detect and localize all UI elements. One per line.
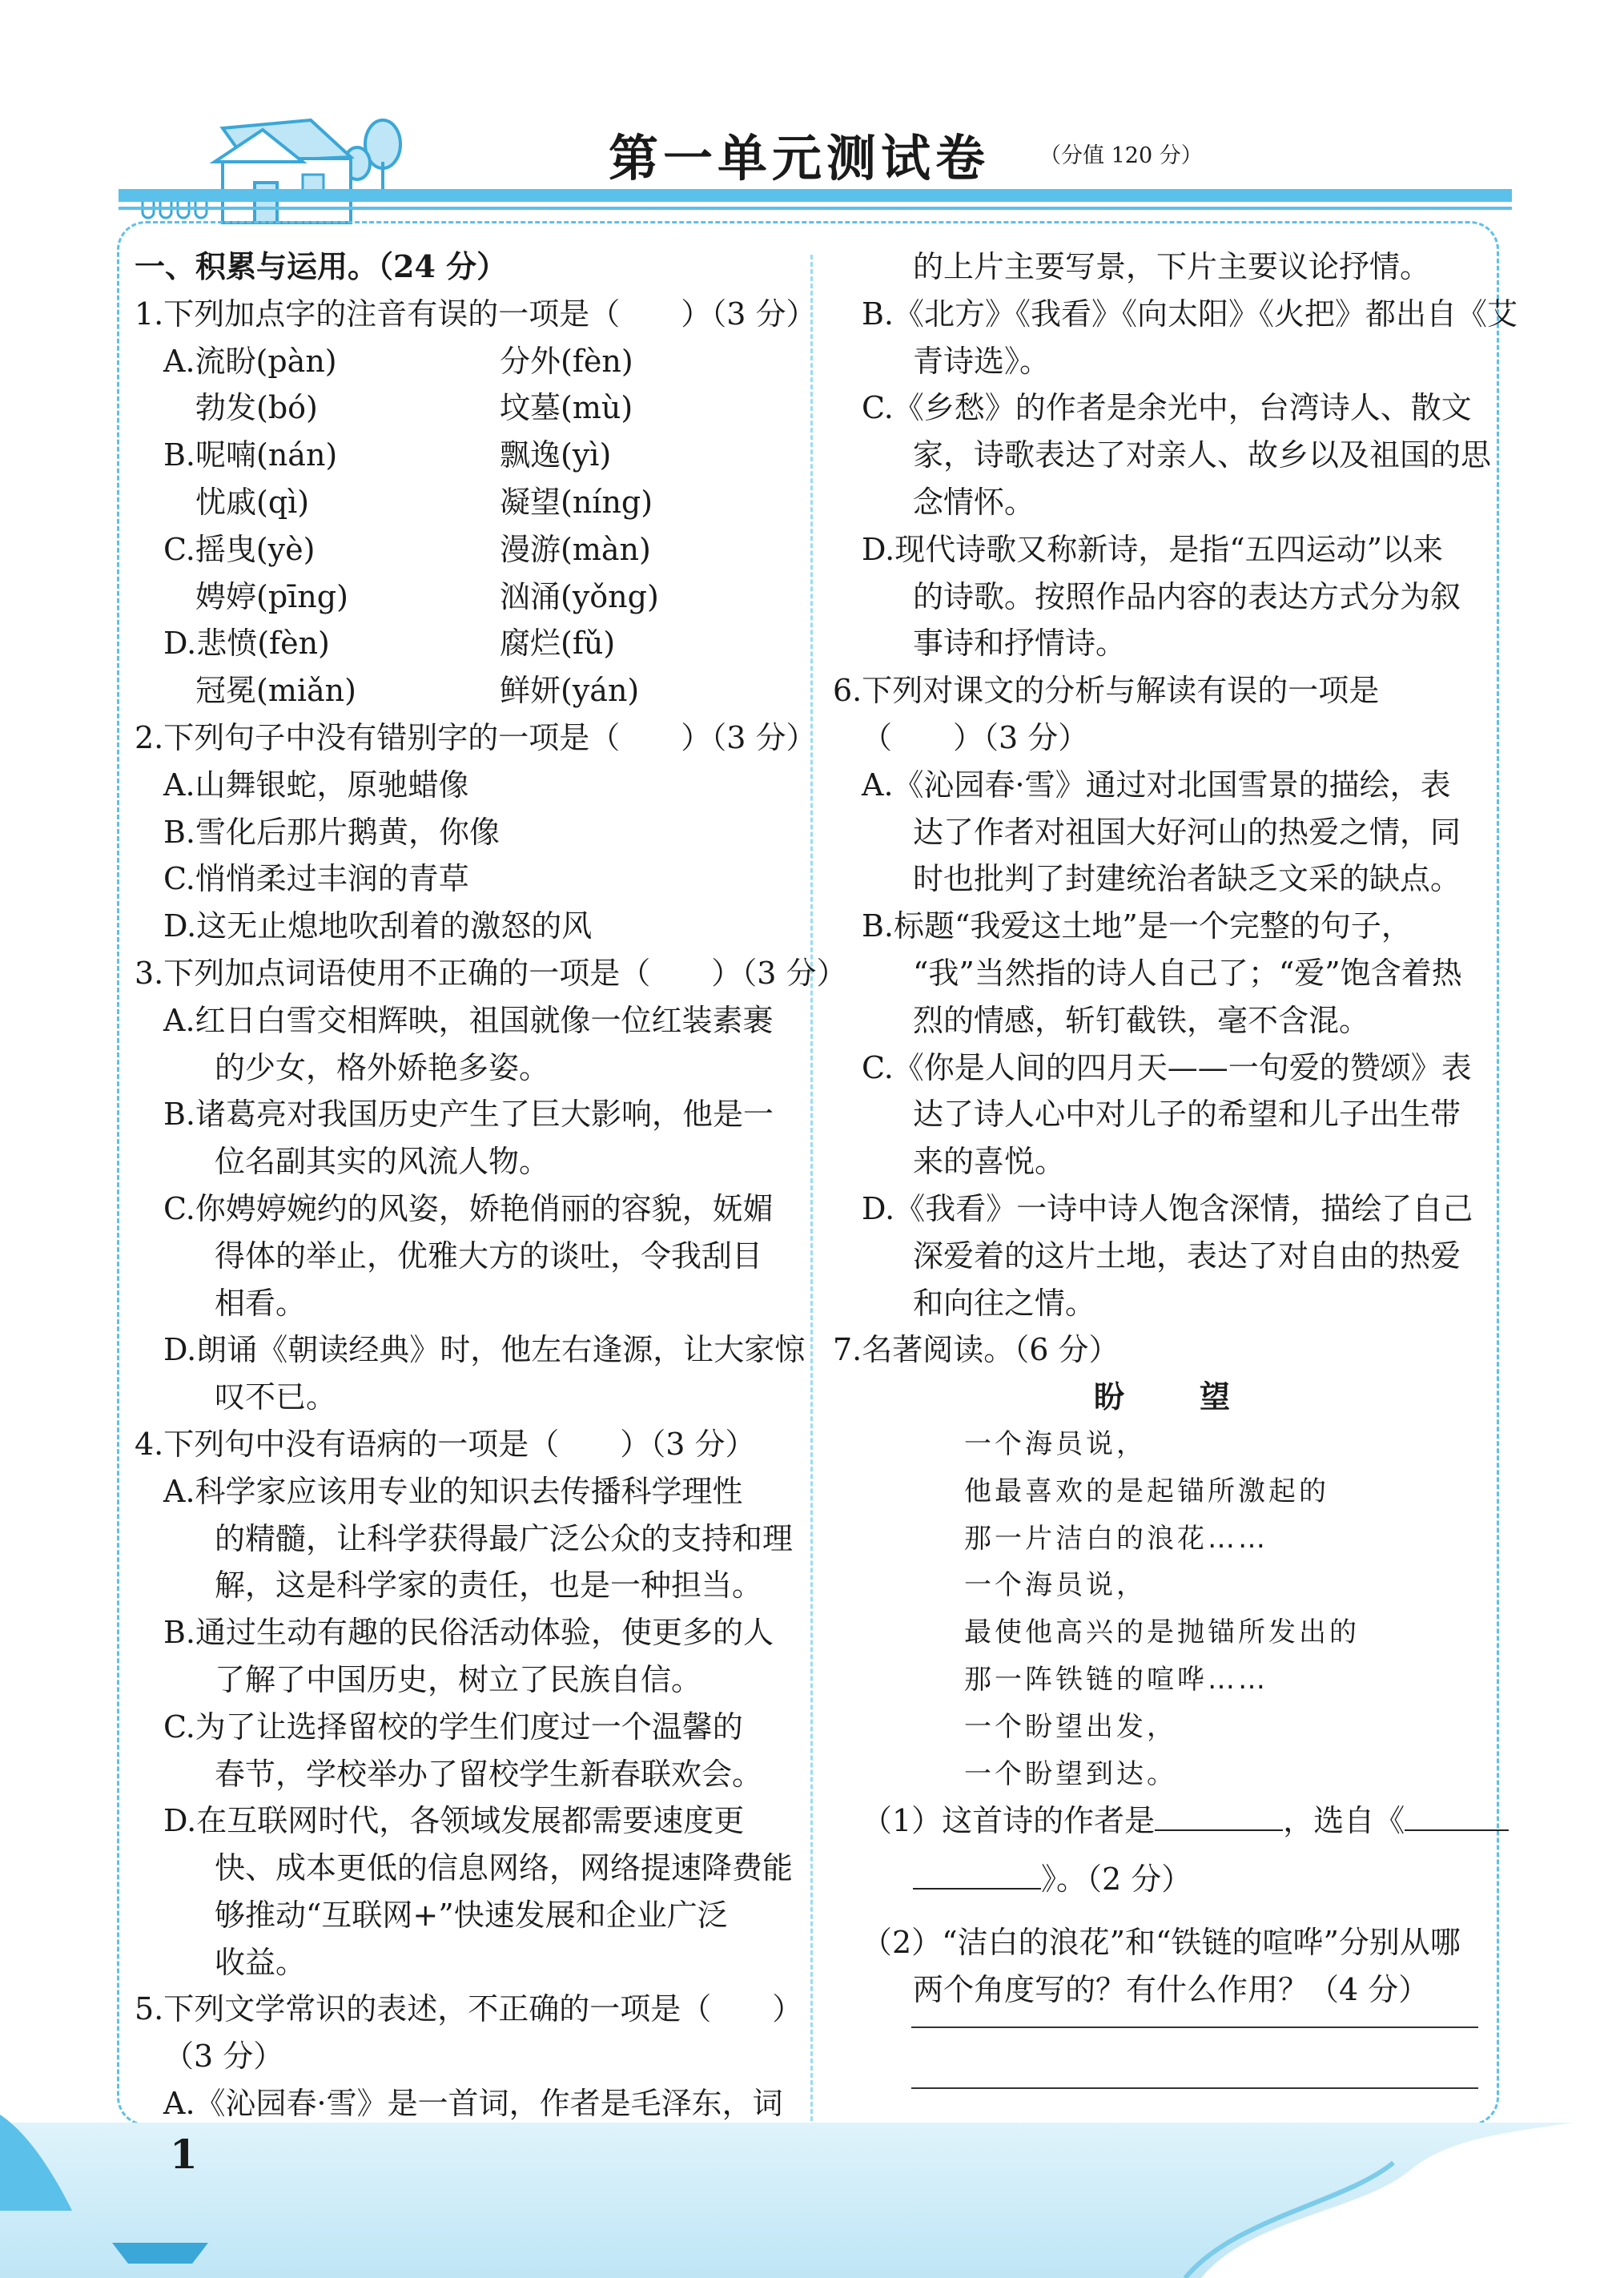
option-d: D.这无止熄地吹刮着的激怒的风 xyxy=(163,908,593,944)
option-a: A.科学家应该用专业的知识去传播科学理性 xyxy=(163,1473,743,1509)
question-6-score: （ ）（3 分） xyxy=(862,719,1089,755)
option-text: 得体的举止，优雅大方的谈吐，令我刮目 xyxy=(215,1238,763,1274)
question-1: 1.下列加点字的注音有误的一项是（ ）（3 分） xyxy=(135,296,817,332)
poem-line: 最使他高兴的是抛锚所发出的 xyxy=(964,1616,1360,1649)
option-c: C.《你是人间的四月天——一句爱的赞颂》表 xyxy=(862,1049,1472,1085)
option-row: 冠冕(miǎn) 鲜妍(yán) xyxy=(195,673,640,709)
option-c: C.你娉婷婉约的风姿，娇艳俏丽的容貌，妩媚 xyxy=(163,1190,774,1226)
option-text: 叹不已。 xyxy=(215,1379,337,1415)
source-blank[interactable] xyxy=(1405,1802,1509,1831)
header-underline xyxy=(119,207,1512,210)
option-text: 的少女，格外娇艳多姿。 xyxy=(215,1049,550,1085)
option-a: A.红日白雪交相辉映，祖国就像一位红装素裹 xyxy=(163,1002,774,1038)
option-c: C.《乡愁》的作者是余光中，台湾诗人、散文 xyxy=(862,390,1472,426)
poem-line: 一个盼望出发， xyxy=(964,1710,1177,1743)
page-title: 第一单元测试卷 xyxy=(609,129,991,187)
option-b: B.雪化后那片鹅黄，你像 xyxy=(163,814,500,850)
option-text: 够推动“互联网+”快速发展和企业广泛 xyxy=(215,1897,728,1933)
option-text: 的上片主要写景，下片主要议论抒情。 xyxy=(913,249,1431,284)
header-bar xyxy=(119,189,1512,202)
option-text: 青诗选》。 xyxy=(913,343,1051,379)
option-text: 家，诗歌表达了对亲人、故乡以及祖国的思 xyxy=(913,437,1492,473)
option-d: D.《我看》一诗中诗人饱含深情，描绘了自己 xyxy=(862,1190,1473,1226)
option-d: D.现代诗歌又称新诗，是指“五四运动”以来 xyxy=(862,531,1444,567)
option-b: B.通过生动有趣的民俗活动体验，使更多的人 xyxy=(163,1615,774,1651)
question-5: 5.下列文学常识的表述，不正确的一项是（ ） xyxy=(135,1991,803,2027)
page-number: 1 xyxy=(170,2131,198,2178)
option-d: D.在互联网时代，各领域发展都需要速度更 xyxy=(163,1803,745,1839)
option-d: D.朗诵《朝读经典》时，他左右逢源，让大家惊 xyxy=(163,1332,806,1368)
question-7: 7.名著阅读。（6 分） xyxy=(833,1332,1120,1368)
option-b: B.诸葛亮对我国历史产生了巨大影响，他是一 xyxy=(163,1097,774,1133)
poem-line: 一个盼望到达。 xyxy=(964,1757,1177,1790)
option-c: C.悄悄柔过丰润的青草 xyxy=(163,861,469,897)
wave-decoration-icon xyxy=(0,2099,1624,2278)
question-5-score: （3 分） xyxy=(163,2039,284,2075)
author-blank[interactable] xyxy=(1155,1802,1283,1831)
option-text: 解，这是科学家的责任，也是一种担当。 xyxy=(215,1568,763,1604)
option-text: 的诗歌。按照作品内容的表达方式分为叙 xyxy=(913,578,1461,614)
column-divider xyxy=(810,255,813,2121)
option-text: 事诗和抒情诗。 xyxy=(913,626,1127,662)
option-text: 春节，学校举办了留校学生新春联欢会。 xyxy=(215,1756,763,1792)
option-b: B.《北方》《我看》《向太阳》《火把》都出自《艾 xyxy=(862,296,1518,332)
option-text: 来的喜悦。 xyxy=(913,1144,1066,1180)
right-column xyxy=(833,243,1518,2013)
poem-line: 他最喜欢的是起锚所激起的 xyxy=(964,1475,1329,1507)
option-row: D.悲愤(fèn) 腐烂(fǔ) xyxy=(163,626,616,662)
option-text: 达了作者对祖国大好河山的热爱之情，同 xyxy=(913,814,1461,850)
option-text: 念情怀。 xyxy=(913,484,1035,520)
option-a: A.《沁园春·雪》通过对北国雪景的描绘，表 xyxy=(862,767,1451,803)
sub-question-2: （2）“洁白的浪花”和“铁链的喧哗”分别从哪 xyxy=(862,1924,1461,1960)
option-text: “我”当然指的诗人自己了；“爱”饱含着热 xyxy=(913,955,1462,991)
question-6: 6.下列对课文的分析与解读有误的一项是 xyxy=(833,673,1380,709)
option-text: 和向往之情。 xyxy=(913,1285,1096,1321)
option-text: 的精髓，让科学获得最广泛公众的支持和理 xyxy=(215,1520,794,1556)
score-value: （分值 120 分） xyxy=(1039,143,1203,168)
answer-line-2[interactable] xyxy=(911,2087,1478,2089)
option-a: A.山舞银蛇，原驰蜡像 xyxy=(163,767,469,803)
option-row: 忧戚(qì) 凝望(níng) xyxy=(195,484,653,520)
sub-question-2-cont: 两个角度写的？有什么作用？（4 分） xyxy=(913,1971,1429,2007)
question-2: 2.下列句子中没有错别字的一项是（ ）（3 分） xyxy=(135,719,817,755)
poem-line: 一个海员说， xyxy=(964,1427,1147,1460)
question-3: 3.下列加点词语使用不正确的一项是（ ）（3 分） xyxy=(135,955,847,991)
option-b: B.标题“我爱这土地”是一个完整的句子， xyxy=(862,908,1412,944)
option-row: C.摇曳(yè) 漫游(màn) xyxy=(163,531,651,567)
option-text: 时也批判了封建统治者缺乏文采的缺点。 xyxy=(913,861,1461,897)
option-row: 勃发(bó) 坟墓(mù) xyxy=(195,390,633,426)
option-text: 快、成本更低的信息网络，网络提速降费能 xyxy=(215,1850,794,1886)
option-text: 了解了中国历史，树立了民族自信。 xyxy=(215,1661,702,1697)
option-text: 相看。 xyxy=(215,1285,307,1321)
poem-line: 那一阵铁链的喧哗…… xyxy=(964,1663,1268,1696)
option-row: A.流盼(pàn) 分外(fèn) xyxy=(163,343,633,379)
option-text: 烈的情感，斩钉截铁，毫不含混。 xyxy=(913,1002,1370,1038)
section-heading: 一、积累与运用。（24 分） xyxy=(135,248,508,284)
left-column xyxy=(135,243,847,2127)
option-text: 深爱着的这片土地，表达了对自由的热爱 xyxy=(913,1238,1461,1274)
poem-line: 那一片洁白的浪花…… xyxy=(964,1522,1268,1555)
answer-line-1[interactable] xyxy=(911,2026,1478,2028)
sub-question-1-cont: 》。（2 分） xyxy=(833,1856,1489,1903)
question-4: 4.下列句中没有语病的一项是（ ）（3 分） xyxy=(135,1426,756,1462)
option-text: 达了诗人心中对儿子的希望和儿子出生带 xyxy=(913,1097,1461,1133)
option-row: B.呢喃(nán) 飘逸(yì) xyxy=(163,437,612,473)
source-blank-2[interactable] xyxy=(913,1861,1041,1890)
option-text: 收益。 xyxy=(215,1944,307,1980)
sub-question-1: （1）这首诗的作者是 ，选自《 xyxy=(833,1797,1489,1845)
option-c: C.为了让选择留校的学生们度过一个温馨的 xyxy=(163,1708,743,1745)
option-a: A.《沁园春·雪》是一首词，作者是毛泽东，词 xyxy=(163,2086,783,2122)
option-row: 娉婷(pīng) 汹涌(yǒng) xyxy=(195,578,659,614)
poem-line: 一个海员说， xyxy=(964,1569,1147,1602)
poem-title: 盼 望 xyxy=(1093,1378,1252,1415)
option-text: 位名副其实的风流人物。 xyxy=(215,1144,550,1180)
